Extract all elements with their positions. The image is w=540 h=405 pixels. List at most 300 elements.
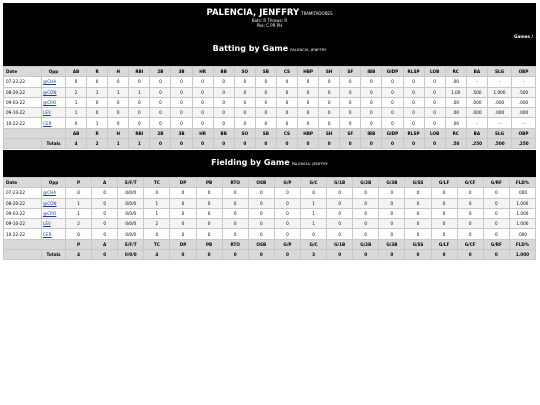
opponent-link[interactable]: @CON [43,200,57,206]
stat-slg: .000 [488,97,512,107]
stat-a: 0 [92,229,118,239]
total-hr: 0 [192,139,213,149]
stat-rlsp: 0 [403,97,424,107]
stat-cs: 0 [276,118,297,128]
batting-totals-col-obp: OBP [512,128,536,138]
stat-ab: 2 [66,87,87,97]
fielding-totals-col-p: P [66,239,92,249]
stat-sh: 0 [319,87,340,97]
stat-g-rf: 0 [483,198,509,208]
game-date: 09-03-22 [4,97,42,107]
total-sf: 0 [340,139,361,149]
batting-col-cs: CS [276,67,297,77]
fielding-col-g-c: G/C [300,178,326,188]
opponent-cell [42,97,66,107]
stat-g-ss: 0 [405,229,431,239]
stat-h: 1 [108,87,129,97]
table-row [4,208,536,218]
player-name: PALENCIA, JENFFRY [206,8,300,18]
fielding-col-g-lf: G/LF [431,178,457,188]
stat-obp: - [512,118,536,128]
total-g-c: 3 [300,250,326,260]
stat-a: 0 [92,188,118,198]
stat-fldpct: .000 [509,229,535,239]
stat-e-f-t: 0/0/0 [118,208,144,218]
stat-so: 0 [234,108,255,118]
stat-g-p: 0 [274,219,300,229]
stat-pb: 0 [196,219,222,229]
total-hbp: 0 [298,139,319,149]
opponent-cell [42,188,66,198]
total-g-2b: 0 [353,250,379,260]
stat-tc: 1 [144,208,170,218]
stat-g-lf: 0 [431,208,457,218]
batting-col-slg: SLG [488,67,512,77]
game-date: 07-23-22 [4,77,42,87]
batting-title-line [3,44,536,53]
stat-3b: 0 [171,87,192,97]
total-rbi: 1 [129,139,150,149]
stat-g-c: 0 [300,188,326,198]
stat-rc: 1.00 [445,87,466,97]
stat-so: 0 [234,87,255,97]
stat-pb: 0 [196,208,222,218]
fielding-col-rto: RTO [222,178,248,188]
total-a: 0 [92,250,118,260]
fielding-totals-col-g-p: G/P [274,239,300,249]
batting-totals-col-rc: RC [445,128,466,138]
stat-g-3b: 0 [379,188,405,198]
bats-throws: Bats: R Throws: R [251,18,288,23]
nav-league-link[interactable]: TORNEO NEURO POLANCO [478,58,536,63]
stat-rto: 0 [222,198,248,208]
total-so: 0 [234,139,255,149]
nav-pitching-link[interactable]: Pitching [396,169,415,174]
nav-batting-link[interactable]: Batting [375,169,393,174]
game-date: 08-20-22 [4,87,42,97]
stat-osb: 0 [248,219,274,229]
stat-g-cf: 0 [457,198,483,208]
stat-g-p: 0 [274,198,300,208]
stat-ibb: 0 [361,108,382,118]
total-sh: 0 [319,139,340,149]
stat-dp: 0 [170,208,196,218]
stat-a: 0 [92,208,118,218]
table-row [4,118,536,128]
stat-sh: 0 [319,118,340,128]
table-row [4,219,536,229]
batting-col-bb: BB [213,67,234,77]
stat-g-1b: 0 [327,188,353,198]
stat-g-2b: 0 [353,208,379,218]
game-date: 07-23-22 [4,188,42,198]
stat-g-lf: 0 [431,198,457,208]
fielding-col-g-3b: G/3B [379,178,405,188]
fielding-totals-row [4,250,536,260]
nav-fielding-link[interactable]: Fielding [418,58,437,63]
fielding-totals-col-e-f-t: E/F/T [118,239,144,249]
stat-p: 1 [66,198,92,208]
batting-title: Batting by Game [212,44,289,53]
total-3b: 0 [171,139,192,149]
stat-osb: 0 [248,198,274,208]
stat-fldpct: 1.000 [509,219,535,229]
total-g-lf: 0 [431,250,457,260]
batting-subtitle: PALENCIA, JENFFRY [290,47,327,52]
stat-hr: 0 [192,77,213,87]
game-date: 09-03-22 [4,208,42,218]
stat-rbi: 0 [129,77,150,87]
opponent-link[interactable]: CER [43,120,52,126]
stat-2b: 0 [150,87,171,97]
stat-sb: 0 [255,97,276,107]
totals-blank-cell [4,239,66,249]
fielding-col-fldpct: FLD% [509,178,535,188]
stat-so: 0 [234,118,255,128]
stat-e-f-t: 0/0/0 [118,188,144,198]
fielding-subtitle: PALENCIA, JENFFRY [291,161,328,166]
stat-rc: .00 [445,118,466,128]
stat-g-1b: 0 [327,229,353,239]
stat-g-rf: 0 [483,229,509,239]
stat-g-1b: 0 [327,198,353,208]
totals-label: Totals [42,250,66,260]
opponent-link[interactable]: @CRO [43,211,57,217]
stat-rbi: 0 [129,97,150,107]
stat-sh: 0 [319,97,340,107]
batting-col-h: H [108,67,129,77]
stat-e-f-t: 0/0/0 [118,219,144,229]
fielding-totals-col-g-c: G/C [300,239,326,249]
stat-ibb: 0 [361,118,382,128]
fielding-totals-col-pb: PB [196,239,222,249]
total-e-f-t: 0/0/0 [118,250,144,260]
opponent-cell [42,208,66,218]
game-date: 09-10-22 [4,219,42,229]
fielding-table [3,177,536,260]
batting-totals-header-row [4,128,536,138]
batting-totals-col-h: H [108,128,129,138]
stat-hbp: 0 [298,108,319,118]
stat-bb: 0 [213,77,234,87]
stat-osb: 0 [248,229,274,239]
batting-totals-col-rbi: RBI [129,128,150,138]
stat-g-c: 1 [300,198,326,208]
stat-g-1b: 0 [327,219,353,229]
opponent-cell [42,118,66,128]
stat-2b: 0 [150,97,171,107]
stat-g-2b: 0 [353,219,379,229]
stat-obp: .000 [512,108,536,118]
batting-totals-col-ibb: IBB [361,128,382,138]
nav-team-link[interactable]: TRAMITADORES [440,169,475,174]
stat-gidp: 0 [382,108,403,118]
table-row [4,229,536,239]
stat-e-f-t: 0/0/0 [118,198,144,208]
stat-cs: 0 [276,97,297,107]
stat-g-3b: 0 [379,198,405,208]
stat-sf: 0 [340,118,361,128]
batting-totals-col-3b: 3B [171,128,192,138]
stat-sh: 0 [319,77,340,87]
opponent-link[interactable]: CER [43,231,52,237]
stat-slg: - [488,77,512,87]
stat-p: 2 [66,219,92,229]
fielding-col-g-cf: G/CF [457,178,483,188]
game-date: 10-22-22 [4,229,42,239]
stat-rbi: 0 [129,118,150,128]
total-g-p: 0 [274,250,300,260]
opponent-link[interactable]: @CHA [43,190,57,196]
stat-cs: 0 [276,77,297,87]
stat-hr: 0 [192,97,213,107]
fielding-totals-col-a: A [92,239,118,249]
stat-ba: .000 [466,97,487,107]
opponent-cell [42,219,66,229]
stat-gidp: 0 [382,97,403,107]
nav-leaders-link[interactable]: Leaders [354,58,372,63]
stat-osb: 0 [248,188,274,198]
nav-pitching-link[interactable]: Pitching [396,58,415,63]
stat-dp: 0 [170,198,196,208]
batting-col-opp: Opp [42,67,66,77]
batting-totals-col-hr: HR [192,128,213,138]
stat-dp: 0 [170,219,196,229]
total-h: 1 [108,139,129,149]
batting-totals-col-ab: AB [66,128,87,138]
nav-league-link[interactable]: TORNEO NEURO POLANCO [478,169,536,174]
stat-rlsp: 0 [403,87,424,97]
batting-col-lob: LOB [424,67,445,77]
table-row [4,108,536,118]
stat-g-c: 1 [300,208,326,218]
batting-col-ab: AB [66,67,87,77]
batting-col-sh: SH [319,67,340,77]
nav-links-batting: Leaders / Batting / Pitching / Fielding / TRAMITADORES / TORNEO NEURO POLANCO [354,58,536,63]
stat-rc: .00 [445,77,466,87]
total-g-1b: 0 [327,250,353,260]
stat-e-f-t: 0/0/0 [118,229,144,239]
batting-totals-col-bb: BB [213,128,234,138]
total-r: 2 [87,139,108,149]
stat-rbi: 0 [129,108,150,118]
stat-obp: - [512,77,536,87]
stat-g-2b: 0 [353,229,379,239]
total-lob: 0 [424,139,445,149]
stat-pb: 0 [196,198,222,208]
stat-r: 0 [87,97,108,107]
nav-team-link[interactable]: TRAMITADORES [440,58,475,63]
stat-pb: 0 [196,229,222,239]
fielding-title: Fielding by Game [211,158,290,167]
stat-fldpct: 1.000 [509,198,535,208]
stat-3b: 0 [171,108,192,118]
total-ibb: 0 [361,139,382,149]
stat-dp: 0 [170,229,196,239]
batting-col-ba: BA [466,67,487,77]
fielding-totals-col-g-3b: G/3B [379,239,405,249]
total-bb: 0 [213,139,234,149]
total-dp: 0 [170,250,196,260]
stat-g-3b: 0 [379,229,405,239]
stat-ba: .500 [466,87,487,97]
batting-col-sb: SB [255,67,276,77]
stat-g-p: 0 [274,188,300,198]
stat-sb: 0 [255,77,276,87]
stat-hr: 0 [192,118,213,128]
stat-gidp: 0 [382,118,403,128]
stat-r: 1 [87,118,108,128]
opponent-link[interactable]: @CHA [43,79,57,85]
stat-g-1b: 0 [327,208,353,218]
batting-totals-col-ba: BA [466,128,487,138]
stat-g-cf: 0 [457,219,483,229]
total-gidp: 0 [382,139,403,149]
batting-col-hbp: HBP [298,67,319,77]
fielding-totals-header-row [4,239,536,249]
stat-g-p: 0 [274,229,300,239]
batting-col-so: SO [234,67,255,77]
stat-bb: 0 [213,87,234,97]
total-slg: .500 [488,139,512,149]
stat-3b: 0 [171,77,192,87]
opponent-cell [42,229,66,239]
stat-cs: 0 [276,87,297,97]
nav-links-fielding: Leaders / Batting / Pitching / Fielding / TRAMITADORES / TORNEO NEURO POLANCO [354,169,536,174]
batting-col-hr: HR [192,67,213,77]
stat-3b: 0 [171,118,192,128]
fielding-col-date: Date [4,178,42,188]
batting-totals-col-2b: 2B [150,128,171,138]
stat-rc: .00 [445,97,466,107]
stat-sh: 0 [319,108,340,118]
stat-ibb: 0 [361,87,382,97]
stat-gidp: 0 [382,87,403,97]
stat-lob: 0 [424,108,445,118]
fielding-col-osb: OSB [248,178,274,188]
stat-sf: 0 [340,77,361,87]
fielding-col-opp: Opp [42,178,66,188]
stat-sb: 0 [255,108,276,118]
fielding-col-g-rf: G/RF [483,178,509,188]
stat-h: 0 [108,108,129,118]
stat-r: 1 [87,87,108,97]
stat-g-c: 1 [300,219,326,229]
games-link[interactable]: Games / [514,34,533,39]
stat-ibb: 0 [361,97,382,107]
batting-col-sf: SF [340,67,361,77]
stat-pb: 0 [196,188,222,198]
stat-obp: .000 [512,97,536,107]
positions: Pos: C PR PH [256,23,283,28]
total-tc: 4 [144,250,170,260]
stat-ba: - [466,118,487,128]
stat-g-lf: 0 [431,229,457,239]
total-ba: .250 [466,139,487,149]
opponent-cell [42,198,66,208]
stat-g-3b: 0 [379,208,405,218]
total-obp: .250 [512,139,536,149]
batting-totals-col-lob: LOB [424,128,445,138]
opponent-link[interactable]: LEV [43,110,51,116]
batting-totals-col-sb: SB [255,128,276,138]
stat-a: 0 [92,198,118,208]
stat-ab: 0 [66,118,87,128]
batting-totals-col-hbp: HBP [298,128,319,138]
total-g-3b: 0 [379,250,405,260]
fielding-totals-col-tc: TC [144,239,170,249]
stat-2b: 0 [150,118,171,128]
stat-ab: 0 [66,77,87,87]
batting-totals-col-cs: CS [276,128,297,138]
total-rto: 0 [222,250,248,260]
fielding-totals-col-g-1b: G/1B [327,239,353,249]
batting-header-panel [3,3,536,66]
total-p: 4 [66,250,92,260]
nav-fielding-link[interactable]: Fielding [418,169,437,174]
game-date: 10-22-22 [4,118,42,128]
table-row [4,97,536,107]
nav-batting-link[interactable]: Batting [375,58,393,63]
stat-ba: .000 [466,108,487,118]
fielding-totals-col-osb: OSB [248,239,274,249]
stat-obp: .500 [512,87,536,97]
stat-hbp: 0 [298,118,319,128]
batting-col-r: R [87,67,108,77]
stat-g-rf: 0 [483,219,509,229]
stat-ab: 1 [66,108,87,118]
stat-rto: 0 [222,229,248,239]
player-name-line [3,8,536,18]
stat-ba: - [466,77,487,87]
stat-hr: 0 [192,87,213,97]
stat-g-lf: 0 [431,219,457,229]
stat-g-lf: 0 [431,188,457,198]
stat-bb: 0 [213,108,234,118]
stat-lob: 0 [424,118,445,128]
total-cs: 0 [276,139,297,149]
table-row [4,198,536,208]
batting-col-rbi: RBI [129,67,150,77]
stat-a: 0 [92,219,118,229]
fielding-totals-col-dp: DP [170,239,196,249]
stat-rlsp: 0 [403,118,424,128]
stat-gidp: 0 [382,77,403,87]
stat-h: 0 [108,77,129,87]
opponent-link[interactable]: @CRO [43,100,57,106]
opponent-link[interactable]: LEV [43,221,51,227]
stat-ibb: 0 [361,77,382,87]
nav-leaders-link[interactable]: Leaders [354,169,372,174]
fielding-totals-col-g-rf: G/RF [483,239,509,249]
batting-col-gidp: GIDP [382,67,403,77]
stat-tc: 2 [144,219,170,229]
opponent-link[interactable]: @CON [43,89,57,95]
fielding-col-g-ss: G/SS [405,178,431,188]
total-sb: 0 [255,139,276,149]
opponent-cell [42,108,66,118]
stat-hbp: 0 [298,97,319,107]
fielding-totals-col-g-2b: G/2B [353,239,379,249]
stat-g-cf: 0 [457,229,483,239]
total-ab: 4 [66,139,87,149]
fielding-col-g-1b: G/1B [327,178,353,188]
stat-h: 0 [108,97,129,107]
stat-rto: 0 [222,208,248,218]
total-fldpct: 1.000 [509,250,535,260]
stat-g-ss: 0 [405,188,431,198]
stat-p: 0 [66,229,92,239]
